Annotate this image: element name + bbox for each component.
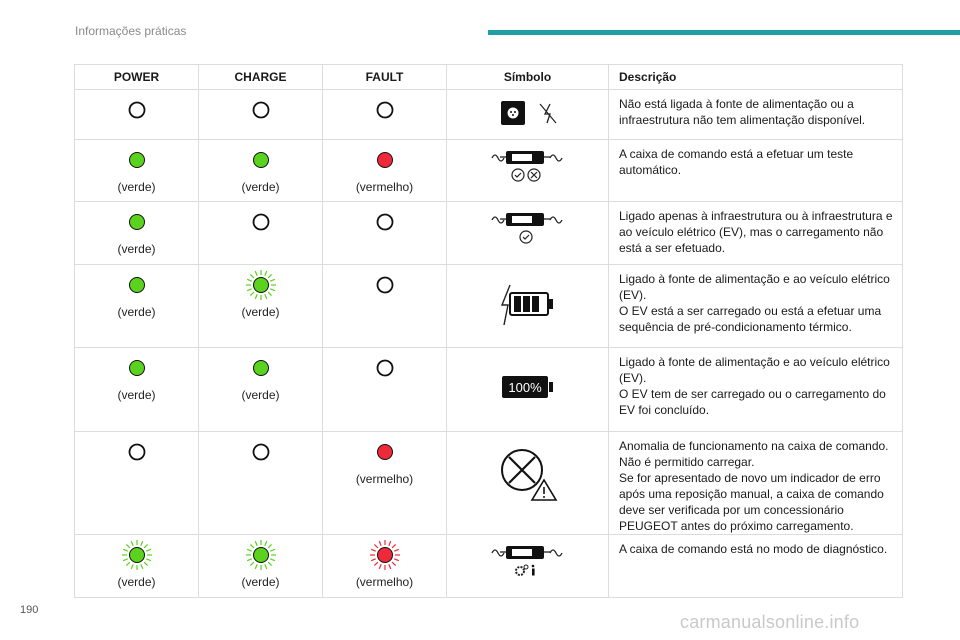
led-flash-ray [131, 564, 133, 569]
led-flash-ray [250, 292, 254, 296]
led-flash-ray [394, 549, 399, 551]
description-text: O EV tem de ser carregado ou o carregamento do EV foi concluído. [619, 387, 886, 417]
table-row [75, 348, 903, 432]
led-circle [253, 103, 268, 118]
power-cell [75, 140, 199, 202]
led-circle [377, 153, 392, 168]
fault-cell [323, 535, 447, 598]
table-row [75, 432, 903, 535]
led-flash-ray [394, 559, 399, 561]
power-led-indicator [127, 358, 147, 378]
led-flash-ray [123, 549, 128, 551]
fault-led-indicator [375, 100, 395, 120]
charge-cell [199, 535, 323, 598]
led-flash-ray [374, 544, 378, 548]
fault-cell [323, 90, 447, 140]
power-led-indicator [127, 442, 147, 462]
led-flash-ray [250, 562, 254, 566]
fault-led-label: (vermelho) [355, 472, 414, 486]
column-header-charge: CHARGE [199, 65, 323, 90]
fault-led-indicator [375, 212, 395, 232]
led-flash-ray [264, 564, 266, 569]
table-row [75, 535, 903, 598]
fault-cell [323, 348, 447, 432]
description-text: Se for apresentado de novo um indicador de erro após uma reposição manual, a caixa de comando deve ser verificada por um concessionário PEUGEOT antes do próximo carregamento. [619, 471, 884, 533]
symbol-cell [447, 265, 609, 348]
power-led-indicator [127, 150, 147, 170]
led-flash-ray [270, 279, 275, 281]
charge-led-indicator [251, 358, 271, 378]
led-circle [253, 361, 268, 376]
led-flash-ray [371, 549, 376, 551]
description-text: O EV está a ser carregado ou está a efetuar uma sequência de pré-condicionamento térmico. [619, 304, 882, 334]
header-accent-bar [488, 30, 960, 35]
description-text: Não está ligada à fonte de alimentação ou a infraestrutura não tem alimentação disponível. [619, 97, 866, 127]
charge-cell [199, 202, 323, 265]
led-flash-ray [247, 549, 252, 551]
fault-led-indicator [375, 442, 395, 462]
power-cell [75, 432, 199, 535]
led-circle [377, 278, 392, 293]
power-led-label: (verde) [117, 388, 156, 402]
status-table [74, 64, 903, 598]
led-flash-ray [250, 544, 254, 548]
column-header-power: POWER [75, 65, 199, 90]
led-circle [253, 548, 268, 563]
led-flash-ray [270, 549, 275, 551]
charge-led-indicator [244, 538, 278, 572]
led-circle [253, 278, 268, 293]
power-cell [75, 202, 199, 265]
table-header-row [75, 65, 903, 90]
description-cell [609, 265, 903, 348]
led-flash-ray [264, 294, 266, 299]
description-cell [609, 140, 903, 202]
description-cell [609, 202, 903, 265]
led-flash-ray [255, 564, 257, 569]
connected-not-charging-icon [488, 210, 568, 246]
led-circle [129, 215, 144, 230]
charge-cell [199, 140, 323, 202]
battery-charging-icon [498, 283, 558, 327]
led-flash-ray [144, 544, 148, 548]
led-flash-ray [247, 289, 252, 291]
table-row [75, 90, 903, 140]
charge-cell [199, 348, 323, 432]
charge-led-indicator [251, 212, 271, 232]
power-cell [75, 90, 199, 140]
led-flash-ray [270, 559, 275, 561]
led-circle [253, 153, 268, 168]
led-flash-ray [392, 562, 396, 566]
led-flash-ray [255, 294, 257, 299]
charge-led-label: (verde) [241, 180, 280, 194]
led-flash-ray [255, 541, 257, 546]
led-circle [129, 548, 144, 563]
description-text: Não é permitido carregar. [619, 455, 755, 469]
fault-cell [323, 202, 447, 265]
description-text: Ligado apenas à infraestrutura ou à infraestrutura e ao veículo elétrico (EV), mas o carregamento não está a ser efetuado. [619, 209, 893, 255]
led-flash-ray [146, 549, 151, 551]
charge-led-label: (verde) [241, 305, 280, 319]
power-cell [75, 348, 199, 432]
led-flash-ray [374, 562, 378, 566]
power-led-indicator [127, 212, 147, 232]
led-circle [377, 548, 392, 563]
led-flash-ray [388, 564, 390, 569]
charge-led-indicator [244, 268, 278, 302]
led-flash-ray [268, 544, 272, 548]
description-cell [609, 90, 903, 140]
led-circle [377, 361, 392, 376]
description-text: A caixa de comando está no modo de diagnóstico. [619, 542, 888, 556]
power-led-label: (verde) [117, 575, 156, 589]
power-led-indicator [127, 275, 147, 295]
description-text: A caixa de comando está a efetuar um teste automático. [619, 147, 854, 177]
led-flash-ray [247, 559, 252, 561]
led-circle [129, 445, 144, 460]
column-header-description: Descrição [609, 65, 903, 90]
power-led-label: (verde) [117, 242, 156, 256]
charge-cell [199, 90, 323, 140]
symbol-cell [447, 140, 609, 202]
led-circle [377, 215, 392, 230]
fault-led-indicator [375, 275, 395, 295]
led-flash-ray [250, 274, 254, 278]
description-text: Ligado à fonte de alimentação e ao veículo elétrico (EV). [619, 272, 890, 302]
fault-led-indicator [375, 150, 395, 170]
led-flash-ray [144, 562, 148, 566]
power-led-indicator [120, 538, 154, 572]
symbol-cell [447, 535, 609, 598]
charge-cell [199, 265, 323, 348]
page-header-title: Informações práticas [75, 24, 187, 38]
table-row [75, 140, 903, 202]
led-flash-ray [247, 279, 252, 281]
description-cell [609, 535, 903, 598]
page-number: 190 [20, 604, 39, 616]
power-cell [75, 265, 199, 348]
description-text: Anomalia de funcionamento na caixa de comando. [619, 439, 889, 453]
led-flash-ray [388, 541, 390, 546]
charge-led-indicator [251, 100, 271, 120]
description-cell [609, 348, 903, 432]
symbol-cell [447, 202, 609, 265]
led-flash-ray [140, 541, 142, 546]
led-circle [129, 103, 144, 118]
charge-cell [199, 432, 323, 535]
led-flash-ray [126, 544, 130, 548]
charge-led-indicator [251, 442, 271, 462]
fault-led-indicator [368, 538, 402, 572]
power-cell [75, 535, 199, 598]
led-flash-ray [123, 559, 128, 561]
led-flash-ray [268, 562, 272, 566]
fault-cell [323, 265, 447, 348]
led-flash-ray [379, 564, 381, 569]
symbol-cell [447, 432, 609, 535]
led-flash-ray [146, 559, 151, 561]
battery-full-icon [500, 374, 556, 400]
symbol-cell [447, 348, 609, 432]
diagnostic-mode-icon [488, 543, 568, 579]
fault-led-label: (vermelho) [355, 180, 414, 194]
led-circle [129, 278, 144, 293]
symbol-cell [447, 90, 609, 140]
led-circle [129, 361, 144, 376]
no-power-icon [493, 98, 563, 128]
led-flash-ray [392, 544, 396, 548]
watermark: carmanualsonline.info [680, 612, 860, 632]
column-header-symbol: Símbolo [447, 65, 609, 90]
led-flash-ray [126, 562, 130, 566]
fault-led-indicator [375, 358, 395, 378]
led-circle [377, 445, 392, 460]
led-flash-ray [268, 274, 272, 278]
fault-cell [323, 140, 447, 202]
fault-led-label: (vermelho) [355, 575, 414, 589]
charge-led-label: (verde) [241, 388, 280, 402]
power-led-label: (verde) [117, 305, 156, 319]
table-row [75, 265, 903, 348]
led-flash-ray [255, 271, 257, 276]
description-text: Ligado à fonte de alimentação e ao veículo elétrico (EV). [619, 355, 890, 385]
charge-led-indicator [251, 150, 271, 170]
battery-percent-text: 100% [507, 380, 542, 395]
fault-warning-icon [496, 446, 560, 502]
led-flash-ray [264, 541, 266, 546]
table-row [75, 202, 903, 265]
led-flash-ray [264, 271, 266, 276]
led-circle [253, 445, 268, 460]
led-flash-ray [379, 541, 381, 546]
column-header-fault: FAULT [323, 65, 447, 90]
self-test-icon [488, 148, 568, 184]
charge-led-label: (verde) [241, 575, 280, 589]
led-flash-ray [140, 564, 142, 569]
led-flash-ray [131, 541, 133, 546]
led-circle [377, 103, 392, 118]
led-flash-ray [371, 559, 376, 561]
led-flash-ray [268, 292, 272, 296]
fault-cell [323, 432, 447, 535]
led-flash-ray [270, 289, 275, 291]
led-circle [129, 153, 144, 168]
description-cell [609, 432, 903, 535]
power-led-indicator [127, 100, 147, 120]
led-circle [253, 215, 268, 230]
power-led-label: (verde) [117, 180, 156, 194]
